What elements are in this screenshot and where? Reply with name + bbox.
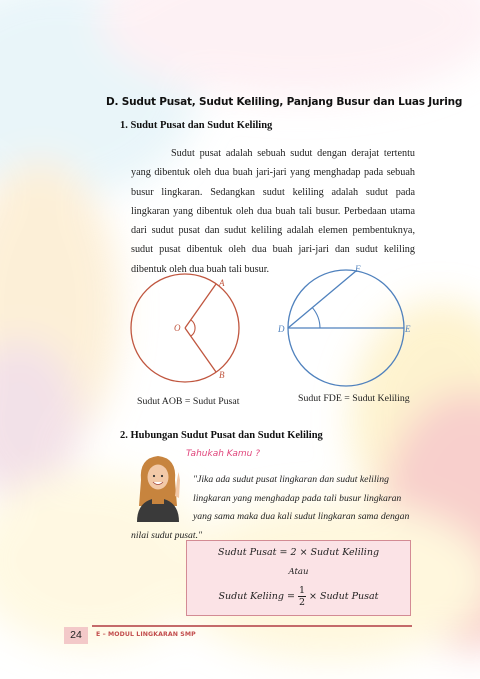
label-a: A xyxy=(219,278,225,288)
fraction-half xyxy=(298,585,306,608)
formula-box xyxy=(186,540,411,616)
label-b: B xyxy=(219,370,225,380)
footer-divider xyxy=(92,625,412,627)
formula-inscribed xyxy=(187,585,410,608)
angle-arc-fde xyxy=(313,308,321,328)
formula-or: Atau xyxy=(288,567,309,577)
definition-paragraph xyxy=(131,144,415,279)
fraction-numerator: 1 xyxy=(298,585,305,596)
label-f: F xyxy=(355,264,361,274)
label-e: E xyxy=(405,324,411,334)
label-d: D xyxy=(278,324,285,334)
section-title: D. Sudut Pusat, Sudut Keliling, Panjang Busur dan Luas Juring xyxy=(106,96,463,108)
quote-line-1: "Jika ada sudut pusat lingkaran dan sudut keliling xyxy=(193,474,389,485)
subsection-1-title: 1. Sudut Pusat dan Sudut Keliling xyxy=(120,120,273,131)
quote-line-4: nilai sudut pusat." xyxy=(131,529,203,541)
label-o: O xyxy=(174,323,181,333)
caption-central-angle: Sudut AOB = Sudut Pusat xyxy=(137,396,240,407)
formula-inscribed-left: Sudut Keliing = xyxy=(218,591,295,602)
formula-inscribed-right: × Sudut Pusat xyxy=(308,591,379,602)
chord-df xyxy=(288,271,356,328)
page-number: 24 xyxy=(64,627,88,644)
quote-line-3: yang sama maka dua kali sudut lingkaran sama dengan xyxy=(193,511,410,522)
subsection-2-title: 2. Hubungan Sudut Pusat dan Sudut Keliling xyxy=(120,430,323,441)
radius-oa xyxy=(185,284,216,328)
inscribed-angle-figure xyxy=(278,262,418,392)
central-angle-figure xyxy=(118,268,248,388)
definition-paragraph-text: Sudut pusat adalah sebuah sudut dengan derajat tertentu yang dibentuk oleh dua buah jari-jari yang menghadap pada sebuah busur lingkaran. Sedangkan sudut keliling adalah sudut pada lingkaran yang dibentuk oleh dua buah tali busur. Perbedaan utama dari sudut pusat dan sudut keliling adalah elemen pembentuknya, sudut pusat dibentuk oleh dua buah jari-jari dan sudut keliling dibentuk oleh dua buah tali busur. xyxy=(131,148,415,275)
caption-inscribed-angle: Sudut FDE = Sudut Keliling xyxy=(298,393,410,404)
did-you-know-label: Tahukah Kamu ? xyxy=(186,449,260,459)
radius-ob xyxy=(185,328,216,372)
quote-line-2: lingkaran yang menghadap pada tali busur lingkaran xyxy=(193,492,402,504)
footer-module-title: E – MODUL LINGKARAN SMP xyxy=(96,631,196,638)
fraction-denominator: 2 xyxy=(298,597,305,608)
relation-quote xyxy=(131,471,413,545)
formula-central: Sudut Pusat = 2 × Sudut Keliling xyxy=(217,547,380,558)
angle-arc-aob xyxy=(191,320,195,336)
